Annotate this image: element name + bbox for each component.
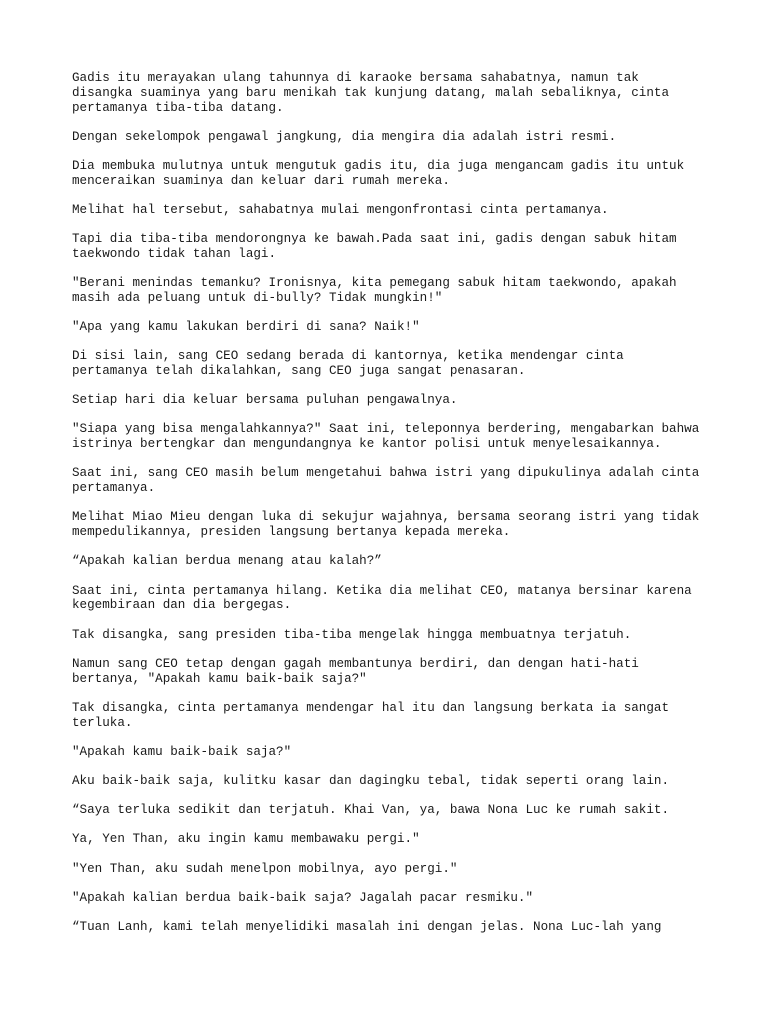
paragraph-22: "Yen Than, aku sudah menelpon mobilnya, ayo pergi.": [72, 861, 458, 876]
paragraph-24: “Tuan Lanh, kami telah menyelidiki masalah ini dengan jelas. Nona Luc-lah yang: [72, 919, 662, 934]
paragraph-9: Setiap hari dia keluar bersama puluhan pengawalnya.: [72, 393, 458, 408]
paragraph-7: "Apa yang kamu lakukan berdiri di sana? Naik!": [72, 320, 420, 335]
document-page: [72, 71, 712, 949]
paragraph-2: Dengan sekelompok pengawal jangkung, dia mengira dia adalah istri resmi.: [72, 129, 617, 144]
paragraph-21: Ya, Yen Than, aku ingin kamu membawaku pergi.": [72, 832, 420, 847]
paragraph-10: "Siapa yang bisa mengalahkannya?" Saat ini, teleponnya berdering, mengabarkan bahwa istrinya bertengkar dan mengundangnya ke kantor polisi untuk menyelesaikannya.: [72, 422, 700, 452]
paragraph-4: Melihat hal tersebut, sahabatnya mulai mengonfrontasi cinta pertamanya.: [72, 202, 609, 217]
paragraph-5: Tapi dia tiba-tiba mendorongnya ke bawah.Pada saat ini, gadis dengan sabuk hitam taekwondo tidak tahan lagi.: [72, 232, 677, 261]
paragraph-1: Gadis itu merayakan ulang tahunnya di karaoke bersama sahabatnya, namun tak disangka suaminya yang baru menikah tak kunjung datang, malah sebaliknya, cinta pertamanya tiba-tiba datang.: [72, 71, 670, 115]
paragraph-6: "Berani menindas temanku? Ironisnya, kita pemegang sabuk hitam taekwondo, apakah masih ada peluang untuk di-bully? Tidak mungkin!": [72, 276, 677, 305]
paragraph-19: Aku baik-baik saja, kulitku kasar dan dagingku tebal, tidak seperti orang lain.: [72, 773, 670, 788]
paragraph-20: “Saya terluka sedikit dan terjatuh. Khai Van, ya, bawa Nona Luc ke rumah sakit.: [72, 803, 670, 818]
paragraph-13: “Apakah kalian berdua menang atau kalah?”: [72, 554, 382, 569]
paragraph-8: Di sisi lain, sang CEO sedang berada di kantornya, ketika mendengar cinta pertamanya telah dikalahkan, sang CEO juga sangat penasaran.: [72, 349, 624, 379]
paragraph-11: Saat ini, sang CEO masih belum mengetahui bahwa istri yang dipukulinya adalah cinta pertamanya.: [72, 466, 700, 496]
paragraph-17: Tak disangka, cinta pertamanya mendengar hal itu dan langsung berkata ia sangat terluka.: [72, 700, 670, 730]
paragraph-23: "Apakah kalian berdua baik-baik saja? Jagalah pacar resmiku.": [72, 890, 534, 905]
paragraph-3: Dia membuka mulutnya untuk mengutuk gadis itu, dia juga mengancam gadis itu untuk menceraikan suaminya dan keluar dari rumah mereka.: [72, 158, 685, 188]
paragraph-18: "Apakah kamu baik-baik saja?": [72, 744, 292, 759]
paragraph-14: Saat ini, cinta pertamanya hilang. Ketika dia melihat CEO, matanya bersinar karena kegembiraan dan dia bergegas.: [72, 583, 692, 613]
paragraph-16: Namun sang CEO tetap dengan gagah membantunya berdiri, dan dengan hati-hati bertanya, "Apakah kamu baik-baik saja?": [72, 656, 639, 686]
paragraph-12: Melihat Miao Mieu dengan luka di sekujur wajahnya, bersama seorang istri yang tidak mempedulikannya, presiden langsung bertanya kepada mereka.: [72, 510, 700, 540]
paragraph-15: Tak disangka, sang presiden tiba-tiba mengelak hingga membuatnya terjatuh.: [72, 627, 632, 642]
